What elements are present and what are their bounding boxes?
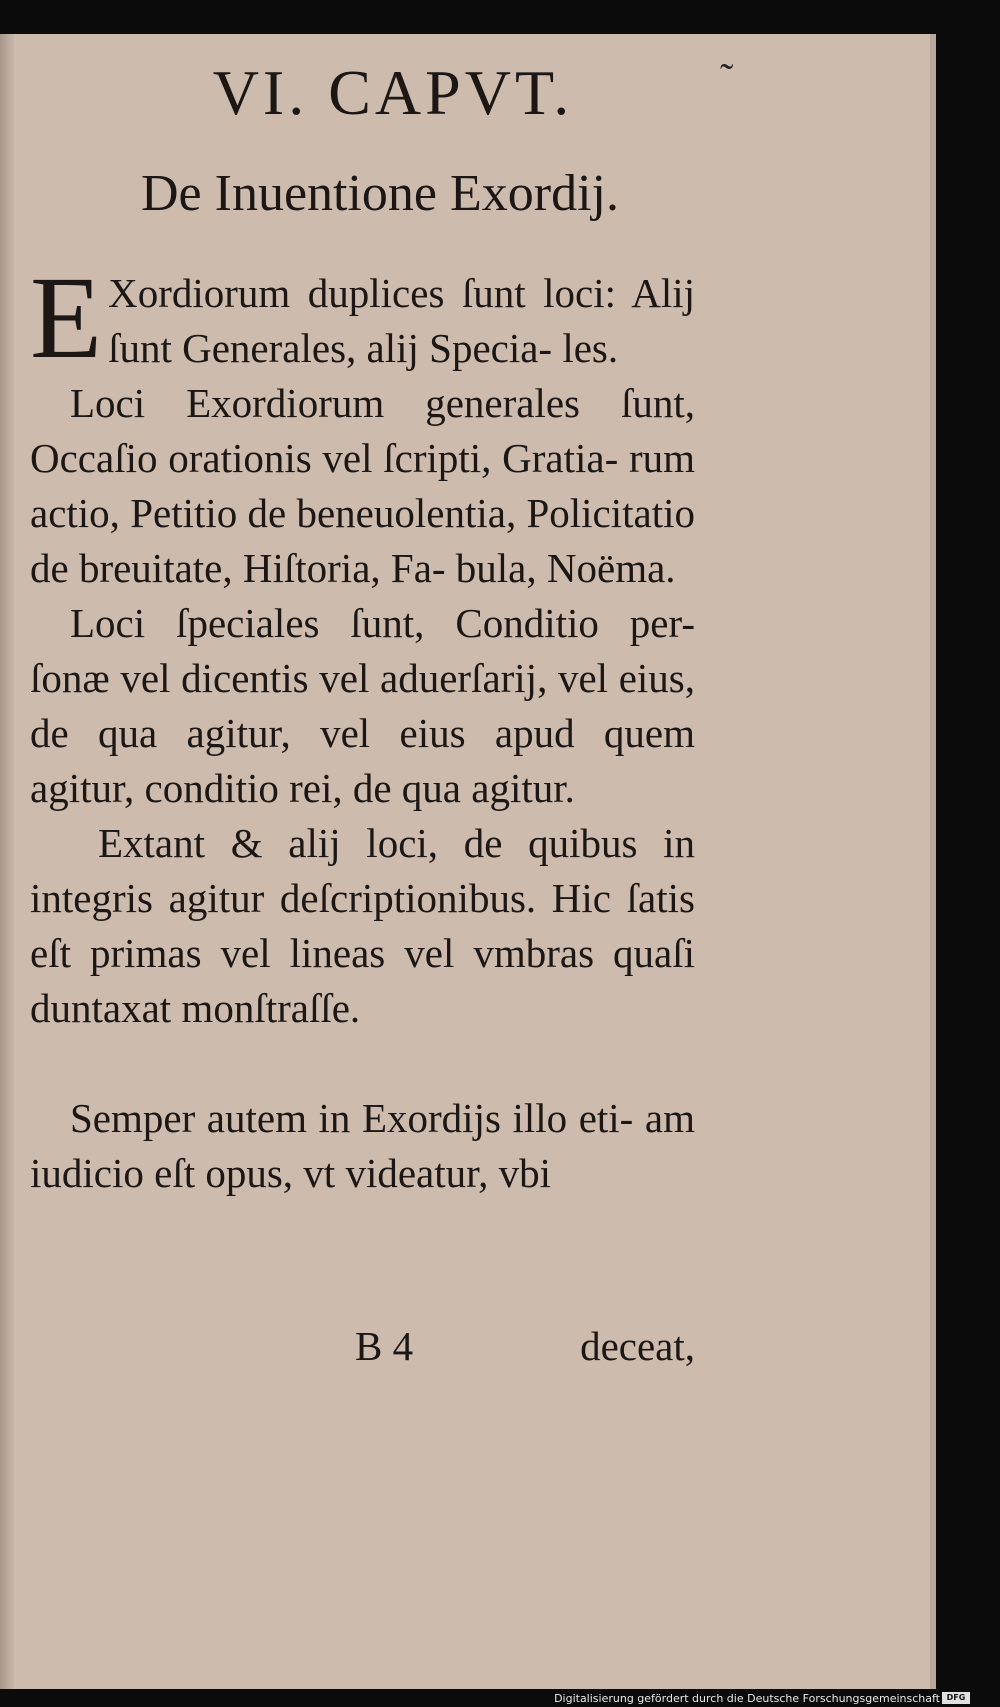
chapter-subtitle: De Inuentione Exordij. <box>141 165 619 222</box>
drop-cap: E <box>30 252 103 383</box>
corner-mark: ˜ <box>720 55 734 100</box>
footer-credit: Digitalisierung gefördert durch die Deutsche Forschungsgemeinschaft <box>554 1692 940 1705</box>
page-foot-line <box>30 1322 695 1377</box>
signature-mark: B 4 <box>355 1323 414 1369</box>
dfg-logo: DFG <box>942 1692 970 1704</box>
paragraph-1 <box>30 252 695 383</box>
paragraph-4: Extant & alij loci, de quibus in integris agitur deſcriptionibus. Hic ſatis eſt primas vel lineas vel vmbras quaſi duntaxat monſtraſſe. <box>30 820 695 1031</box>
paragraph-5: Semper autem in Exordijs illo eti- am iudicio eſt opus, vt videatur, vbi <box>30 1095 695 1196</box>
page-gutter-edge <box>0 34 14 1689</box>
digitization-footer <box>0 1689 1000 1707</box>
page-right-edge <box>930 34 936 1689</box>
paragraph-2: Loci Exordiorum generales ſunt, Occaſio orationis vel ſcripti, Gratia- rum actio, Petitio de beneuolentia, Policitatio de breuitate, Hiſtoria, Fa- bula, Noëma. <box>30 380 695 591</box>
book-page <box>0 34 936 1689</box>
paragraph-3: Loci ſpeciales ſunt, Conditio per- ſonæ vel dicentis vel aduerſarij, vel eius, de qua agitur, vel eius apud quem agitur, conditio rei, de qua agitur. <box>30 600 695 811</box>
paragraph-1-text: Xordiorum duplices ſunt loci: Alij ſunt Generales, alij Specia- les. <box>108 270 695 371</box>
body-text <box>30 252 695 1201</box>
chapter-heading: VI. CAPVT. <box>212 57 574 128</box>
catchword: deceat, <box>580 1323 695 1369</box>
